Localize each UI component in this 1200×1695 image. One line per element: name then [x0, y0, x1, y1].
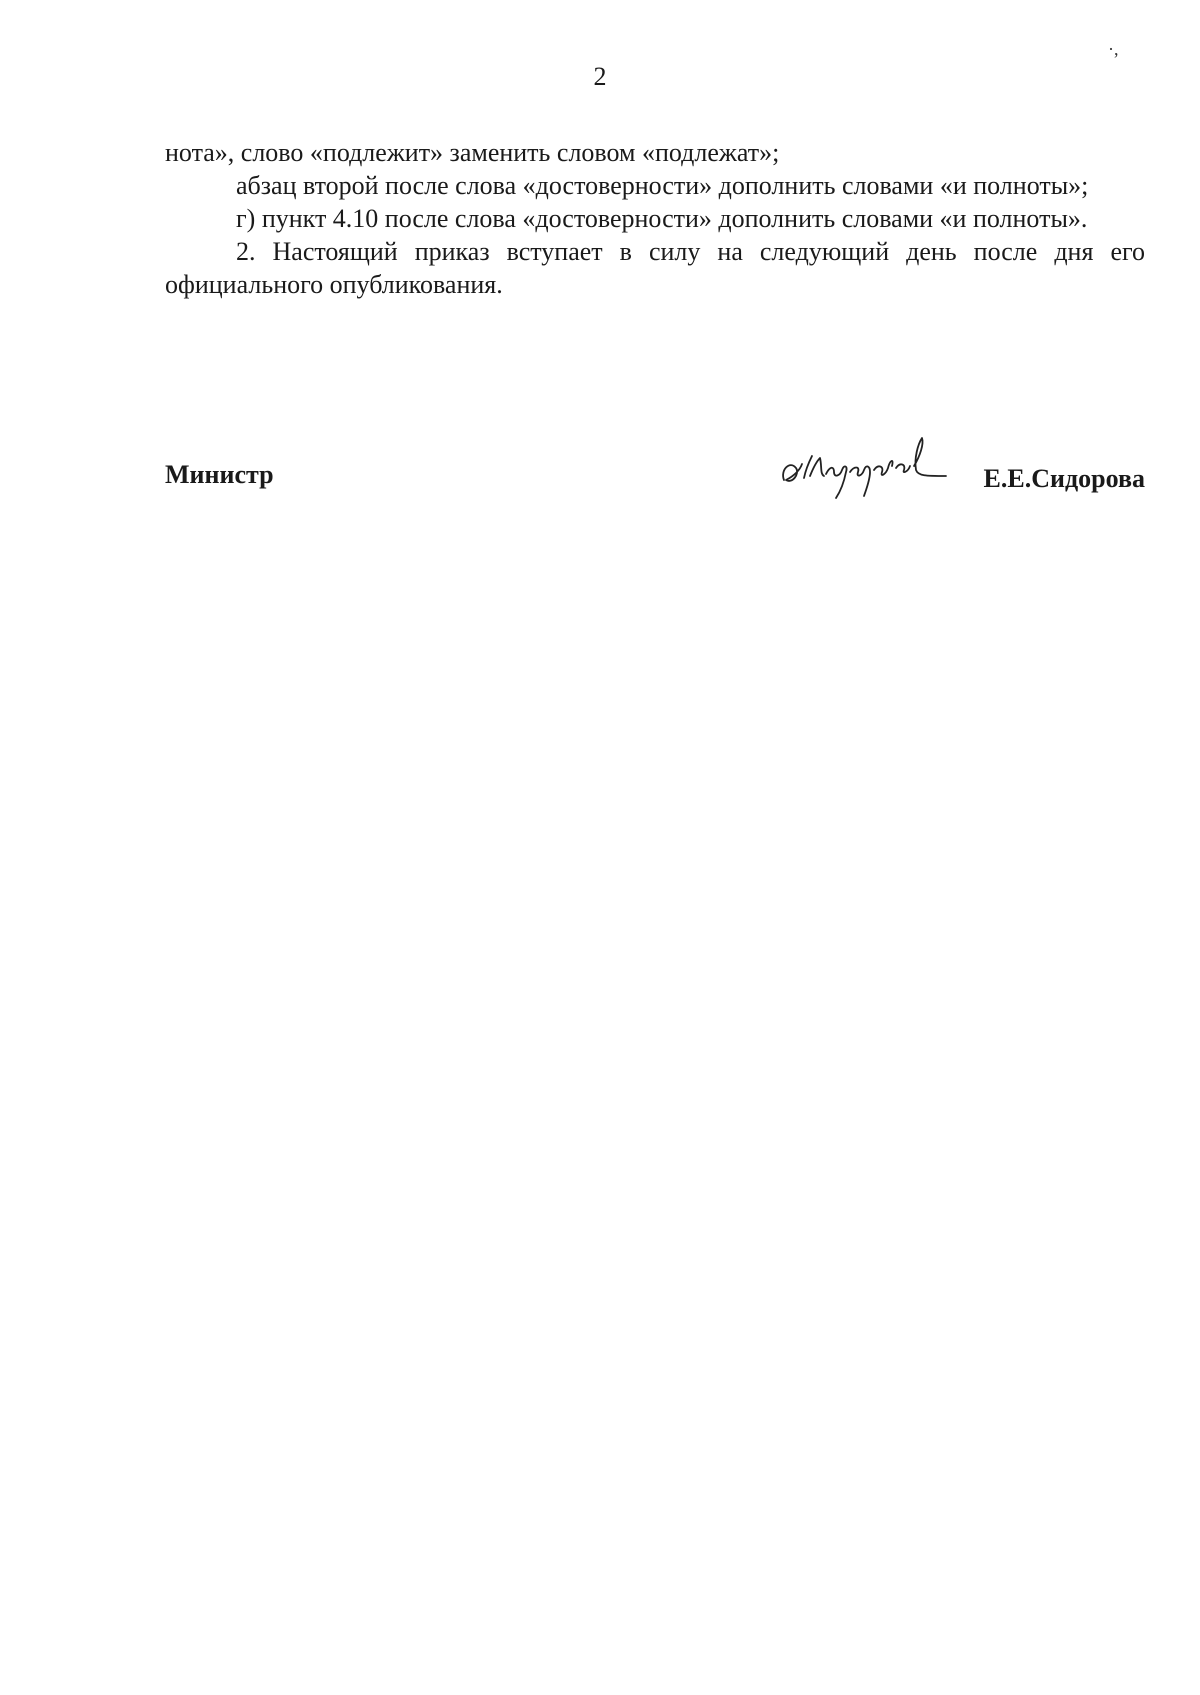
signer-name: Е.Е.Сидорова — [983, 464, 1145, 493]
handwritten-signature-icon — [770, 430, 960, 502]
paragraph-effective-date: 2. Настоящий приказ вступает в силу на следующий день после дня его официального опубликования. — [165, 237, 1145, 299]
signature-block — [165, 430, 1145, 510]
document-body — [165, 136, 1145, 301]
scan-corner-mark: ·, — [1108, 39, 1119, 59]
paragraph-second-abzac: абзац второй после слова «достоверности» дополнить словами «и полноты»; — [236, 171, 1089, 200]
paragraph-item-g: г) пункт 4.10 после слова «достоверности» дополнить словами «и полноты». — [236, 204, 1088, 233]
paragraph-continuation: нота», слово «подлежит» заменить словом «подлежат»; — [165, 138, 780, 167]
page-number: 2 — [593, 62, 607, 91]
signer-position: Министр — [165, 460, 274, 489]
